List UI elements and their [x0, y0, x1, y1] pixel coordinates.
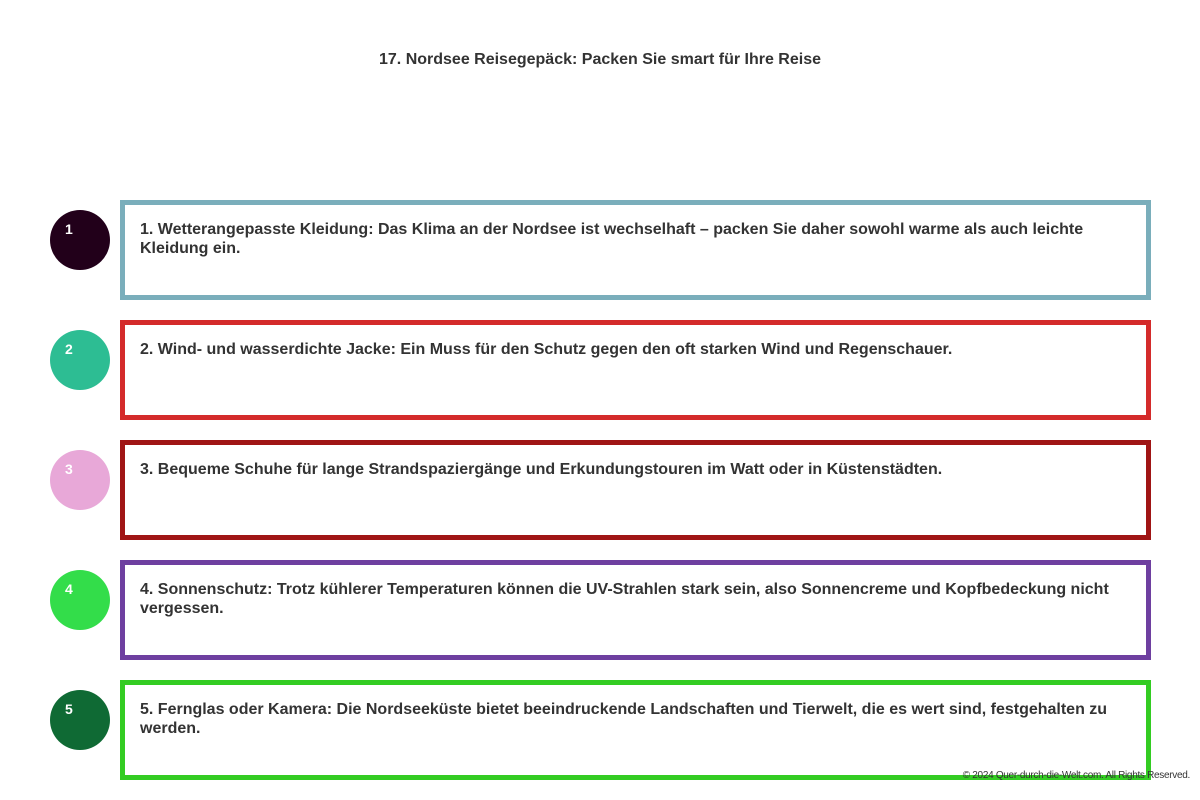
- item-text: 3. Bequeme Schuhe für lange Strandspaziergänge und Erkundungstouren im Watt oder in Küstenstädten.: [140, 461, 943, 478]
- number-label: 5: [65, 701, 73, 717]
- number-badge: [50, 210, 110, 270]
- number-badge: [50, 570, 110, 630]
- copyright-text: © 2024 Quer-durch-die-Welt.com. All Rights Reserved.: [962, 770, 1190, 781]
- number-label: 4: [65, 581, 73, 597]
- item-card: [120, 440, 1151, 540]
- number-label: 2: [65, 341, 73, 357]
- page-title: 17. Nordsee Reisegepäck: Packen Sie smart für Ihre Reise: [379, 51, 821, 68]
- item-text: 5. Fernglas oder Kamera: Die Nordseeküste bietet beeindruckende Landschaften und Tierwelt, die es wert sind, festgehalten zu werden.: [140, 701, 1108, 737]
- list-item-3: [0, 440, 1200, 540]
- number-badge: [50, 450, 110, 510]
- number-badge: [50, 330, 110, 390]
- number-label: 1: [65, 221, 73, 237]
- number-label: 3: [65, 461, 73, 477]
- item-text: 2. Wind- und wasserdichte Jacke: Ein Muss für den Schutz gegen den oft starken Wind und Regenschauer.: [140, 341, 953, 358]
- item-card: [120, 320, 1151, 420]
- item-text: 4. Sonnenschutz: Trotz kühlerer Temperaturen können die UV-Strahlen stark sein, also Sonnencreme und Kopfbedeckung nicht vergessen.: [140, 581, 1109, 617]
- item-card: [120, 200, 1151, 300]
- item-card: [120, 680, 1151, 780]
- list-item-5: [0, 680, 1200, 780]
- item-card: [120, 560, 1151, 660]
- number-badge: [50, 690, 110, 750]
- list-item-2: [0, 320, 1200, 420]
- item-text: 1. Wetterangepasste Kleidung: Das Klima an der Nordsee ist wechselhaft – packen Sie daher sowohl warme als auch leichte Kleidung ein.: [140, 221, 1084, 257]
- list-item-4: [0, 560, 1200, 660]
- list-item-1: [0, 200, 1200, 300]
